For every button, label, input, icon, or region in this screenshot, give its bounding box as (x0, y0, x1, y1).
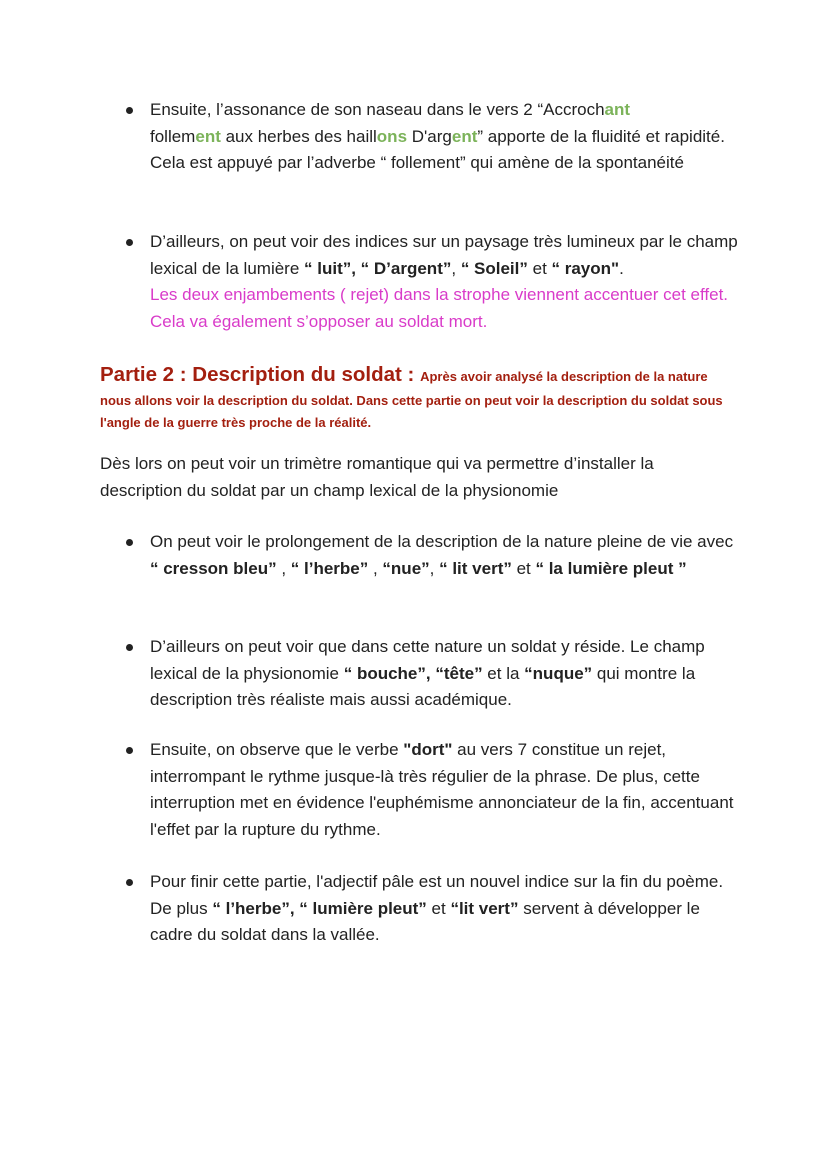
highlighted-sentence: Les deux enjambements ( rejet) dans la strophe viennent accentuer cet effet. Cela va également s’opposer au soldat mort. (150, 285, 729, 331)
section-heading (100, 360, 730, 434)
bullet-conclusion: Pour finir cette partie, l'adjectif pâle est un nouvel indice sur la fin du poème. De plus “ l’herbe”, “ lumière pleut” et “lit vert” servent à développer le cadre du soldat dans la vallée. (150, 869, 740, 949)
bullet-dot (126, 644, 133, 651)
bullet-dot (126, 879, 133, 886)
bullet-dot (126, 239, 133, 246)
bullet-rejet: Ensuite, on observe que le verbe "dort" au vers 7 constitue un rejet, interrompant le rythme jusque-là très régulier de la phrase. De plus, cette interruption met en évidence l'euphémisme annonciateur de la fin, accentuant l'effet par la rupture du rythme. (150, 737, 740, 843)
bullet-dot (126, 747, 133, 754)
bullet-lumiere: D’ailleurs, on peut voir des indices sur un paysage très lumineux par le champ lexical de la lumière “ luit”, “ D’argent”, “ Soleil” et “ rayon". Les deux enjambements ( rejet) dans la strophe viennent accentuer cet effet. Cela va également s’opposer au soldat mort. (150, 229, 740, 335)
section-title: Partie 2 : Description du soldat : (100, 363, 421, 386)
bullet-dot (126, 107, 133, 114)
bullet-physionomie: D’ailleurs on peut voir que dans cette nature un soldat y réside. Le champ lexical de la physionomie “ bouche”, “tête” et la “nuque” qui montre la description très réaliste mais aussi académique. (150, 634, 740, 714)
section-intro: Après avoir analysé la description de la nature nous allons voir la description du soldat. Dans cette partie on peut voir la description du soldat sous l'angle de la guerre très proche de la réalité. (100, 369, 723, 430)
bullet-nature: On peut voir le prolongement de la description de la nature pleine de vie avec “ cresson bleu” , “ l’herbe” , “nue”, “ lit vert” et “ la lumière pleut ” (150, 529, 740, 582)
bullet-assonance: Ensuite, l’assonance de son naseau dans le vers 2 “Accrochant follement aux herbes des haillons D'argent” apporte de la fluidité et rapidité. Cela est appuyé par l’adverbe “ follement” qui amène de la spontanéité (150, 97, 740, 177)
bullet-dot (126, 539, 133, 546)
intro-paragraph: Dès lors on peut voir un trimètre romantique qui va permettre d’installer la description du soldat par un champ lexical de la physionomie (100, 454, 654, 500)
